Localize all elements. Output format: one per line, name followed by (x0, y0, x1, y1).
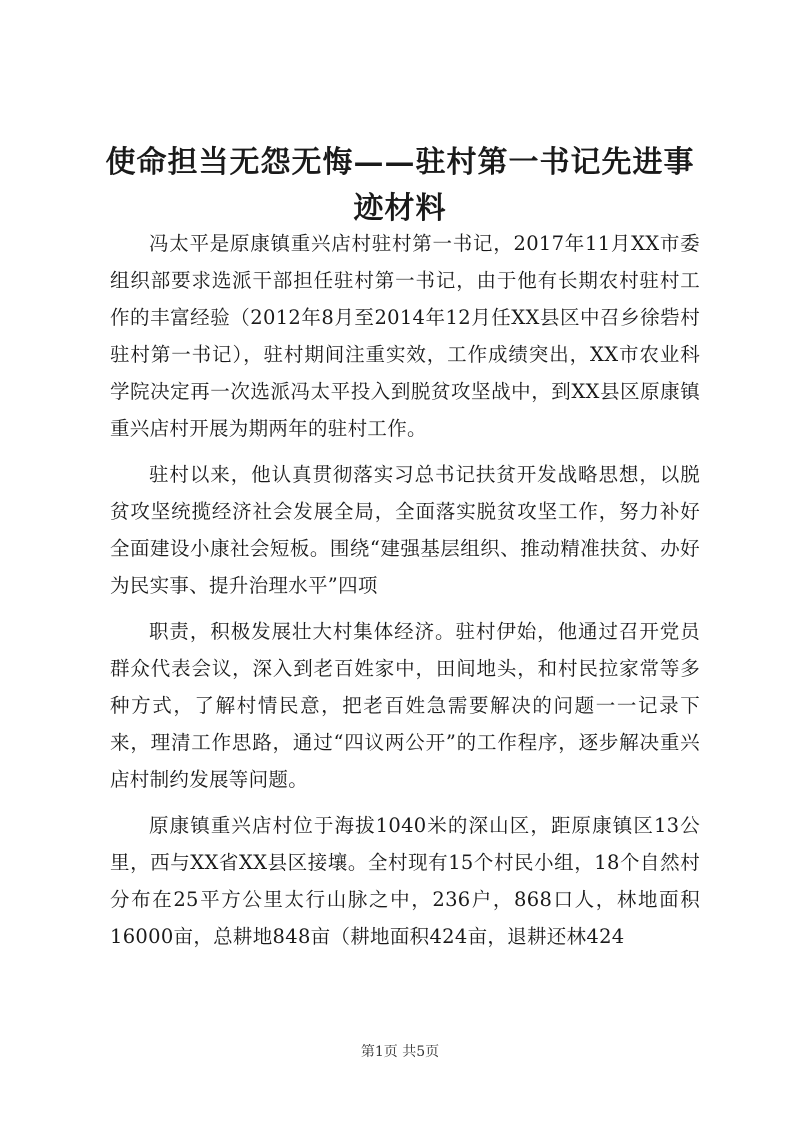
paragraph-2: 驻村以来，他认真贯彻落实习总书记扶贫开发战略思想，以脱贫攻坚统揽经济社会发展全局，全面落实脱贫攻坚工作，努力补好全面建设小康社会短板。围绕“建强基层组织、推动精准扶贫、办好为民实事、提升治理水平”四项 (110, 463, 700, 597)
page-footer: 第1页 共5页 (360, 1044, 440, 1060)
paragraph-3: 职责，积极发展壮大村集体经济。驻村伊始，他通过召开党员群众代表会议，深入到老百姓家中，田间地头，和村民拉家常等多种方式，了解村情民意，把老百姓急需要解决的问题一一记录下来，理清工作思路，通过“四议两公开”的工作程序，逐步解决重兴店村制约发展等问题。 (110, 620, 700, 791)
document-title: 使命担当无怨无悔——驻村第一书记先进事迹材料 (105, 145, 695, 226)
document-body (110, 225, 700, 964)
paragraph-1: 冯太平是原康镇重兴店村驻村第一书记，2017年11月XX市委组织部要求选派干部担任驻村第一书记，由于他有长期农村驻村工作的丰富经验（2012年8月至2014年12月任XX县区中召乡徐砦村驻村第一书记），驻村期间注重实效，工作成绩突出，XX市农业科学院决定再一次选派冯太平投入到脱贫攻坚战中，到XX县区原康镇重兴店村开展为期两年的驻村工作。 (110, 232, 700, 440)
paragraph-4: 原康镇重兴店村位于海拔1040米的深山区，距原康镇区13公里，西与XX省XX县区接壤。全村现有15个村民小组，18个自然村分布在25平方公里太行山脉之中，236户，868口人，林地面积16000亩，总耕地848亩（耕地面积424亩，退耕还林424 (110, 814, 700, 948)
